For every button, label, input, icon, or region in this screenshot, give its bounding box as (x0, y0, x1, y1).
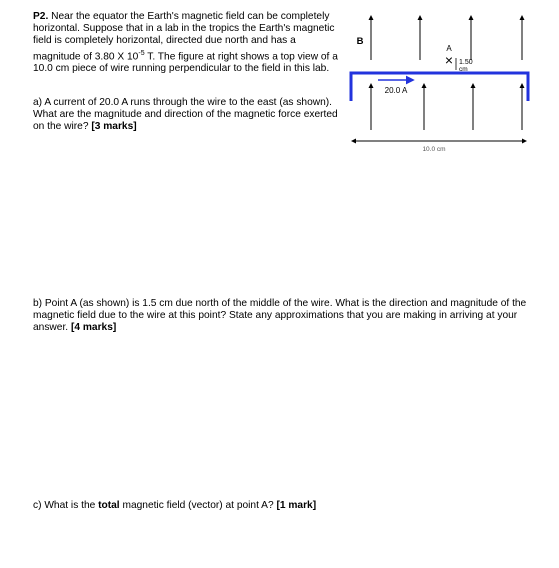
distance-value: 1.50 (459, 59, 473, 66)
question-c-text-1: c) What is the (33, 500, 99, 511)
intro-text-2: T. The figure at right shows a top view of a 10.0 cm piece of wire running perpendicular to the field in this lab. (33, 51, 338, 75)
length-label: 10.0 cm (422, 146, 446, 153)
question-a-marks: [3 marks] (91, 121, 137, 133)
distance-unit: cm (459, 66, 468, 73)
question-c-bold: total (98, 500, 120, 511)
point-a-marker: × (444, 52, 454, 68)
question-b-marks: [4 marks] (70, 322, 117, 334)
intro-text: Near the equator the Earth's magnetic field can be completely horizontal. Suppose that in a lab in the tropics the Earth's magnetic field is completely horizontal, directed due north and has a magnitude of 3.80 X 10 (33, 11, 335, 62)
question-c-text-2: magnetic field (vector) at point A? (119, 500, 277, 511)
question-c-marks: [1 mark] (276, 500, 317, 511)
current-label: 20.0 A (384, 86, 408, 95)
wire (351, 73, 528, 101)
label-a: A (446, 44, 452, 53)
field-exponent: -5 (138, 49, 145, 57)
question-b-text: b) Point A (as shown) is 1.5 cm due north of the middle of the wire. What is the direction and magnitude of the magnetic field due to the wire at this point? State any approximations that you are making in arriving at your answer. (33, 298, 527, 334)
label-b: B (356, 36, 364, 47)
problem-label: P2. (33, 11, 49, 22)
question-a-text: a) A current of 20.0 A runs through the wire to the east (as shown). What are the magnitude and direction of the magnetic force exerted on the wire? (33, 97, 338, 133)
